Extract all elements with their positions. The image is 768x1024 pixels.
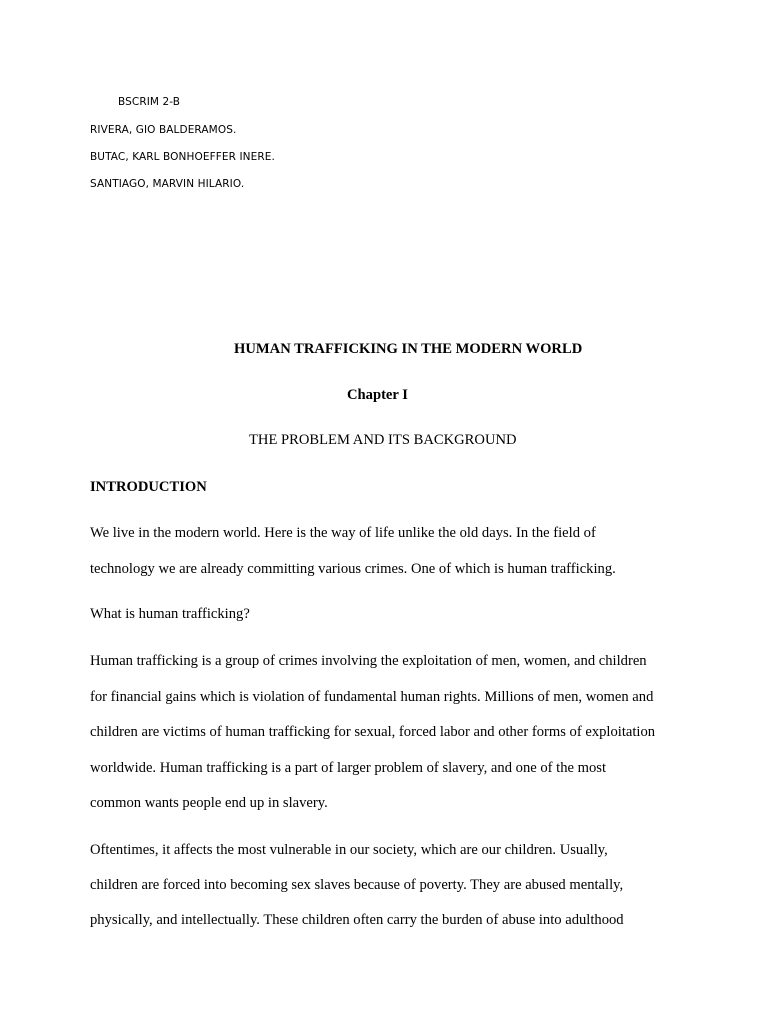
chapter-heading: Chapter I — [347, 387, 408, 403]
author-1: RIVERA, GIO BALDERAMOS. — [90, 124, 237, 136]
question-line: What is human trafficking? — [90, 606, 250, 622]
paragraph3-line-3: physically, and intellectually. These children often carry the burden of abuse into adulthood — [90, 912, 624, 928]
paragraph1-line-2: technology we are already committing various crimes. One of which is human trafficking. — [90, 561, 616, 577]
paragraph2-line-4: worldwide. Human trafficking is a part of larger problem of slavery, and one of the most — [90, 760, 607, 776]
author-2: BUTAC, KARL BONHOEFFER INERE. — [90, 151, 275, 163]
paragraph2-line-3: children are victims of human trafficking for sexual, forced labor and other forms of exploitation — [90, 724, 656, 740]
paragraph3-line-2: children are forced into becoming sex slaves because of poverty. They are abused mentally, — [90, 877, 624, 893]
paragraph3-line-1: Oftentimes, it affects the most vulnerable in our society, which are our children. Usually, — [90, 842, 608, 858]
paragraph2-line-2: for financial gains which is violation of fundamental human rights. Millions of men, women and — [90, 689, 654, 705]
chapter-subtitle: THE PROBLEM AND ITS BACKGROUND — [249, 432, 517, 448]
paragraph2-line-1: Human trafficking is a group of crimes involving the exploitation of men, women, and children — [90, 653, 647, 669]
paragraph2-line-5: common wants people end up in slavery. — [90, 795, 328, 811]
document-title: HUMAN TRAFFICKING IN THE MODERN WORLD — [234, 341, 583, 357]
author-3: SANTIAGO, MARVIN HILARIO. — [90, 178, 245, 190]
introduction-heading: INTRODUCTION — [90, 479, 207, 495]
section-code: BSCRIM 2-B — [118, 96, 181, 108]
paragraph1-line-1: We live in the modern world. Here is the way of life unlike the old days. In the field of — [90, 525, 596, 541]
